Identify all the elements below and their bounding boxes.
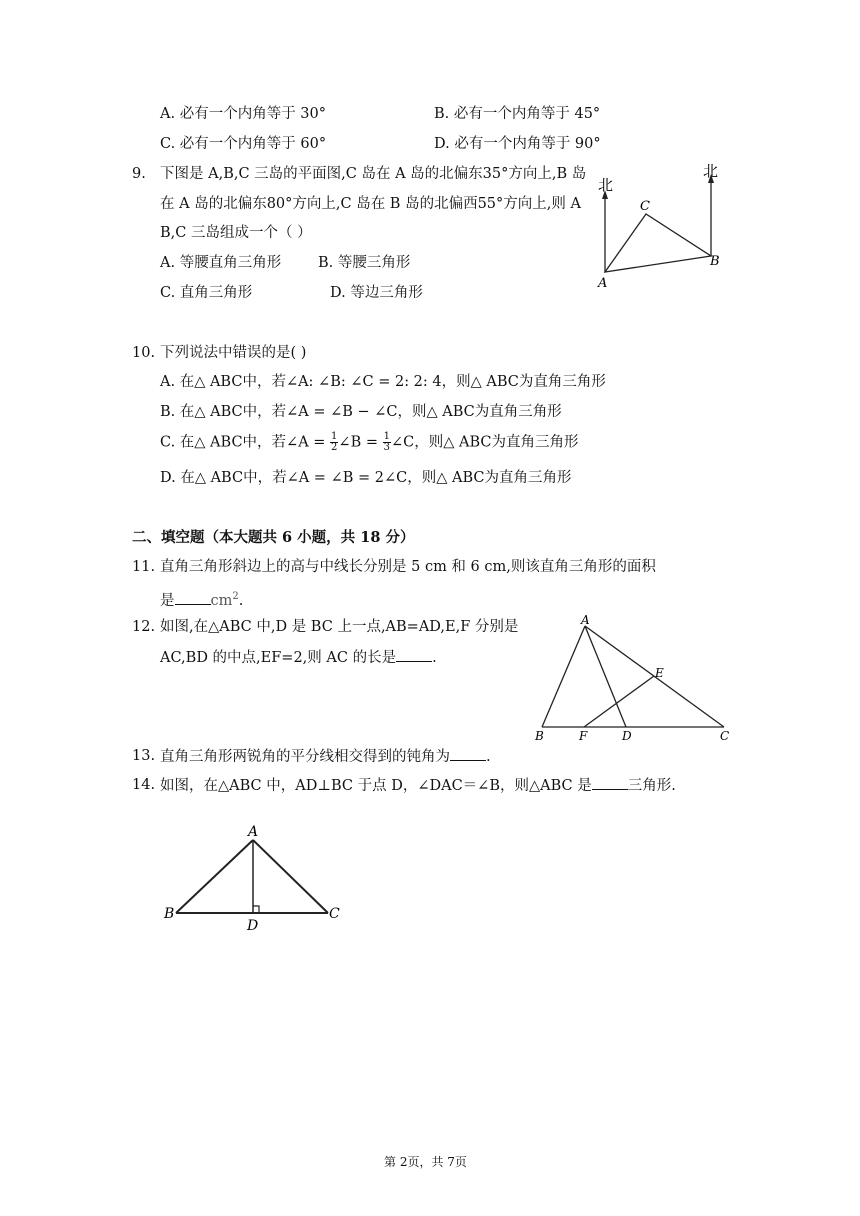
q9-number: 9. [132, 166, 146, 182]
q13-text-suffix: . [486, 749, 491, 765]
q10-option-c-prefix: C. 在△ ABC中，若∠A = [160, 434, 331, 451]
q10-number: 10. [132, 345, 156, 361]
q14-text [160, 775, 676, 796]
q12-label-c: C [720, 729, 730, 743]
q14-text-suffix: 三角形. [627, 778, 676, 794]
q10-option-a: A. 在△ ABC中，若∠A: ∠B: ∠C = 2: 2: 4，则△ ABC为直角三角形 [160, 374, 606, 390]
q11-line-2-suffix: . [238, 592, 244, 609]
q12-line-2-prefix: AC,BD 的中点,EF=2,则 AC 的长是 [160, 650, 397, 666]
fraction-numerator: 1 [331, 431, 338, 442]
q9-option-d: D. 等边三角形 [330, 285, 423, 301]
q9-option-b: B. 等腰三角形 [318, 255, 411, 271]
q14-label-d: D [247, 918, 259, 932]
q13-answer-blank [450, 746, 486, 761]
q12-line-2-suffix: . [432, 650, 437, 666]
q11-answer-blank [175, 590, 211, 605]
q14-text-prefix: 如图，在△ABC 中，AD⊥BC 于点 D，∠DAC＝∠B，则△ABC 是 [160, 778, 592, 794]
q9-option-a: A. 等腰直角三角形 [160, 255, 282, 271]
q11-unit: cm [210, 592, 233, 609]
q9-label-b: B [710, 254, 720, 269]
q9-line-3: B,C 三岛组成一个（ ） [160, 225, 312, 241]
q8-option-b: B. 必有一个内角等于 45° [434, 106, 601, 122]
q14-number: 14. [132, 777, 156, 793]
q13-text [160, 746, 491, 767]
fraction-numerator: 1 [383, 431, 390, 442]
q12-label-b: B [535, 729, 544, 743]
q9-north-label-right: 北 [703, 162, 719, 180]
q12-label-e: E [655, 666, 664, 680]
q8-option-d: D. 必有一个内角等于 90° [434, 136, 601, 152]
q8-option-a: A. 必有一个内角等于 30° [160, 106, 326, 122]
q11-line-2-prefix: 是 [160, 592, 175, 609]
fraction-one-third [383, 432, 391, 453]
q12-label-f: F [579, 729, 588, 743]
q14-triangle-figure [160, 820, 350, 932]
q12-triangle-figure [530, 612, 738, 746]
q10-option-c-suffix: ∠C，则△ ABC为直角三角形 [390, 434, 579, 451]
page-footer: 第 2页，共 7页 [384, 1155, 467, 1169]
q14-answer-blank [592, 775, 628, 790]
section-2-title: 二、填空题（本大题共 6 小题，共 18 分） [132, 529, 415, 546]
q14-label-b: B [164, 906, 175, 922]
q9-label-c: C [640, 199, 650, 214]
q10-option-c-middle: ∠B = [338, 434, 383, 451]
fraction-denominator: 2 [331, 442, 338, 453]
q12-number: 12. [132, 619, 156, 635]
q9-islands-figure [592, 160, 732, 294]
q9-line-1: 下图是 A,B,C 三岛的平面图,C 岛在 A 岛的北偏东35°方向上,B 岛 [160, 166, 587, 182]
q10-stem: 下列说法中错误的是( ) [160, 345, 307, 361]
q11-line-1: 直角三角形斜边上的高与中线长分别是 5 cm 和 6 cm,则该直角三角形的面积 [160, 559, 656, 575]
q8-option-c: C. 必有一个内角等于 60° [160, 136, 327, 152]
q12-answer-blank [396, 647, 432, 662]
q11-line-2 [160, 587, 243, 611]
q12-line-2 [160, 647, 437, 668]
q10-option-c [160, 432, 578, 453]
fraction-denominator: 3 [383, 442, 390, 453]
q9-north-label-left: 北 [598, 176, 614, 194]
q11-number: 11. [132, 559, 156, 575]
q12-label-d: D [622, 729, 632, 743]
q9-label-a: A [598, 276, 608, 291]
q11-unit-exponent: 2 [232, 591, 239, 602]
q14-label-a: A [248, 824, 259, 840]
q10-option-d: D. 在△ ABC中，若∠A = ∠B = 2∠C，则△ ABC为直角三角形 [160, 470, 572, 486]
q12-label-a: A [581, 613, 590, 627]
q13-number: 13. [132, 748, 156, 764]
q10-option-b: B. 在△ ABC中，若∠A = ∠B − ∠C，则△ ABC为直角三角形 [160, 404, 562, 420]
q14-label-c: C [329, 906, 340, 922]
q9-line-2: 在 A 岛的北偏东80°方向上,C 岛在 B 岛的北偏西55°方向上,则 A [160, 196, 581, 212]
q13-text-prefix: 直角三角形两锐角的平分线相交得到的钝角为 [160, 749, 450, 765]
q12-line-1: 如图,在△ABC 中,D 是 BC 上一点,AB=AD,E,F 分别是 [160, 619, 519, 635]
q9-option-c: C. 直角三角形 [160, 285, 253, 301]
